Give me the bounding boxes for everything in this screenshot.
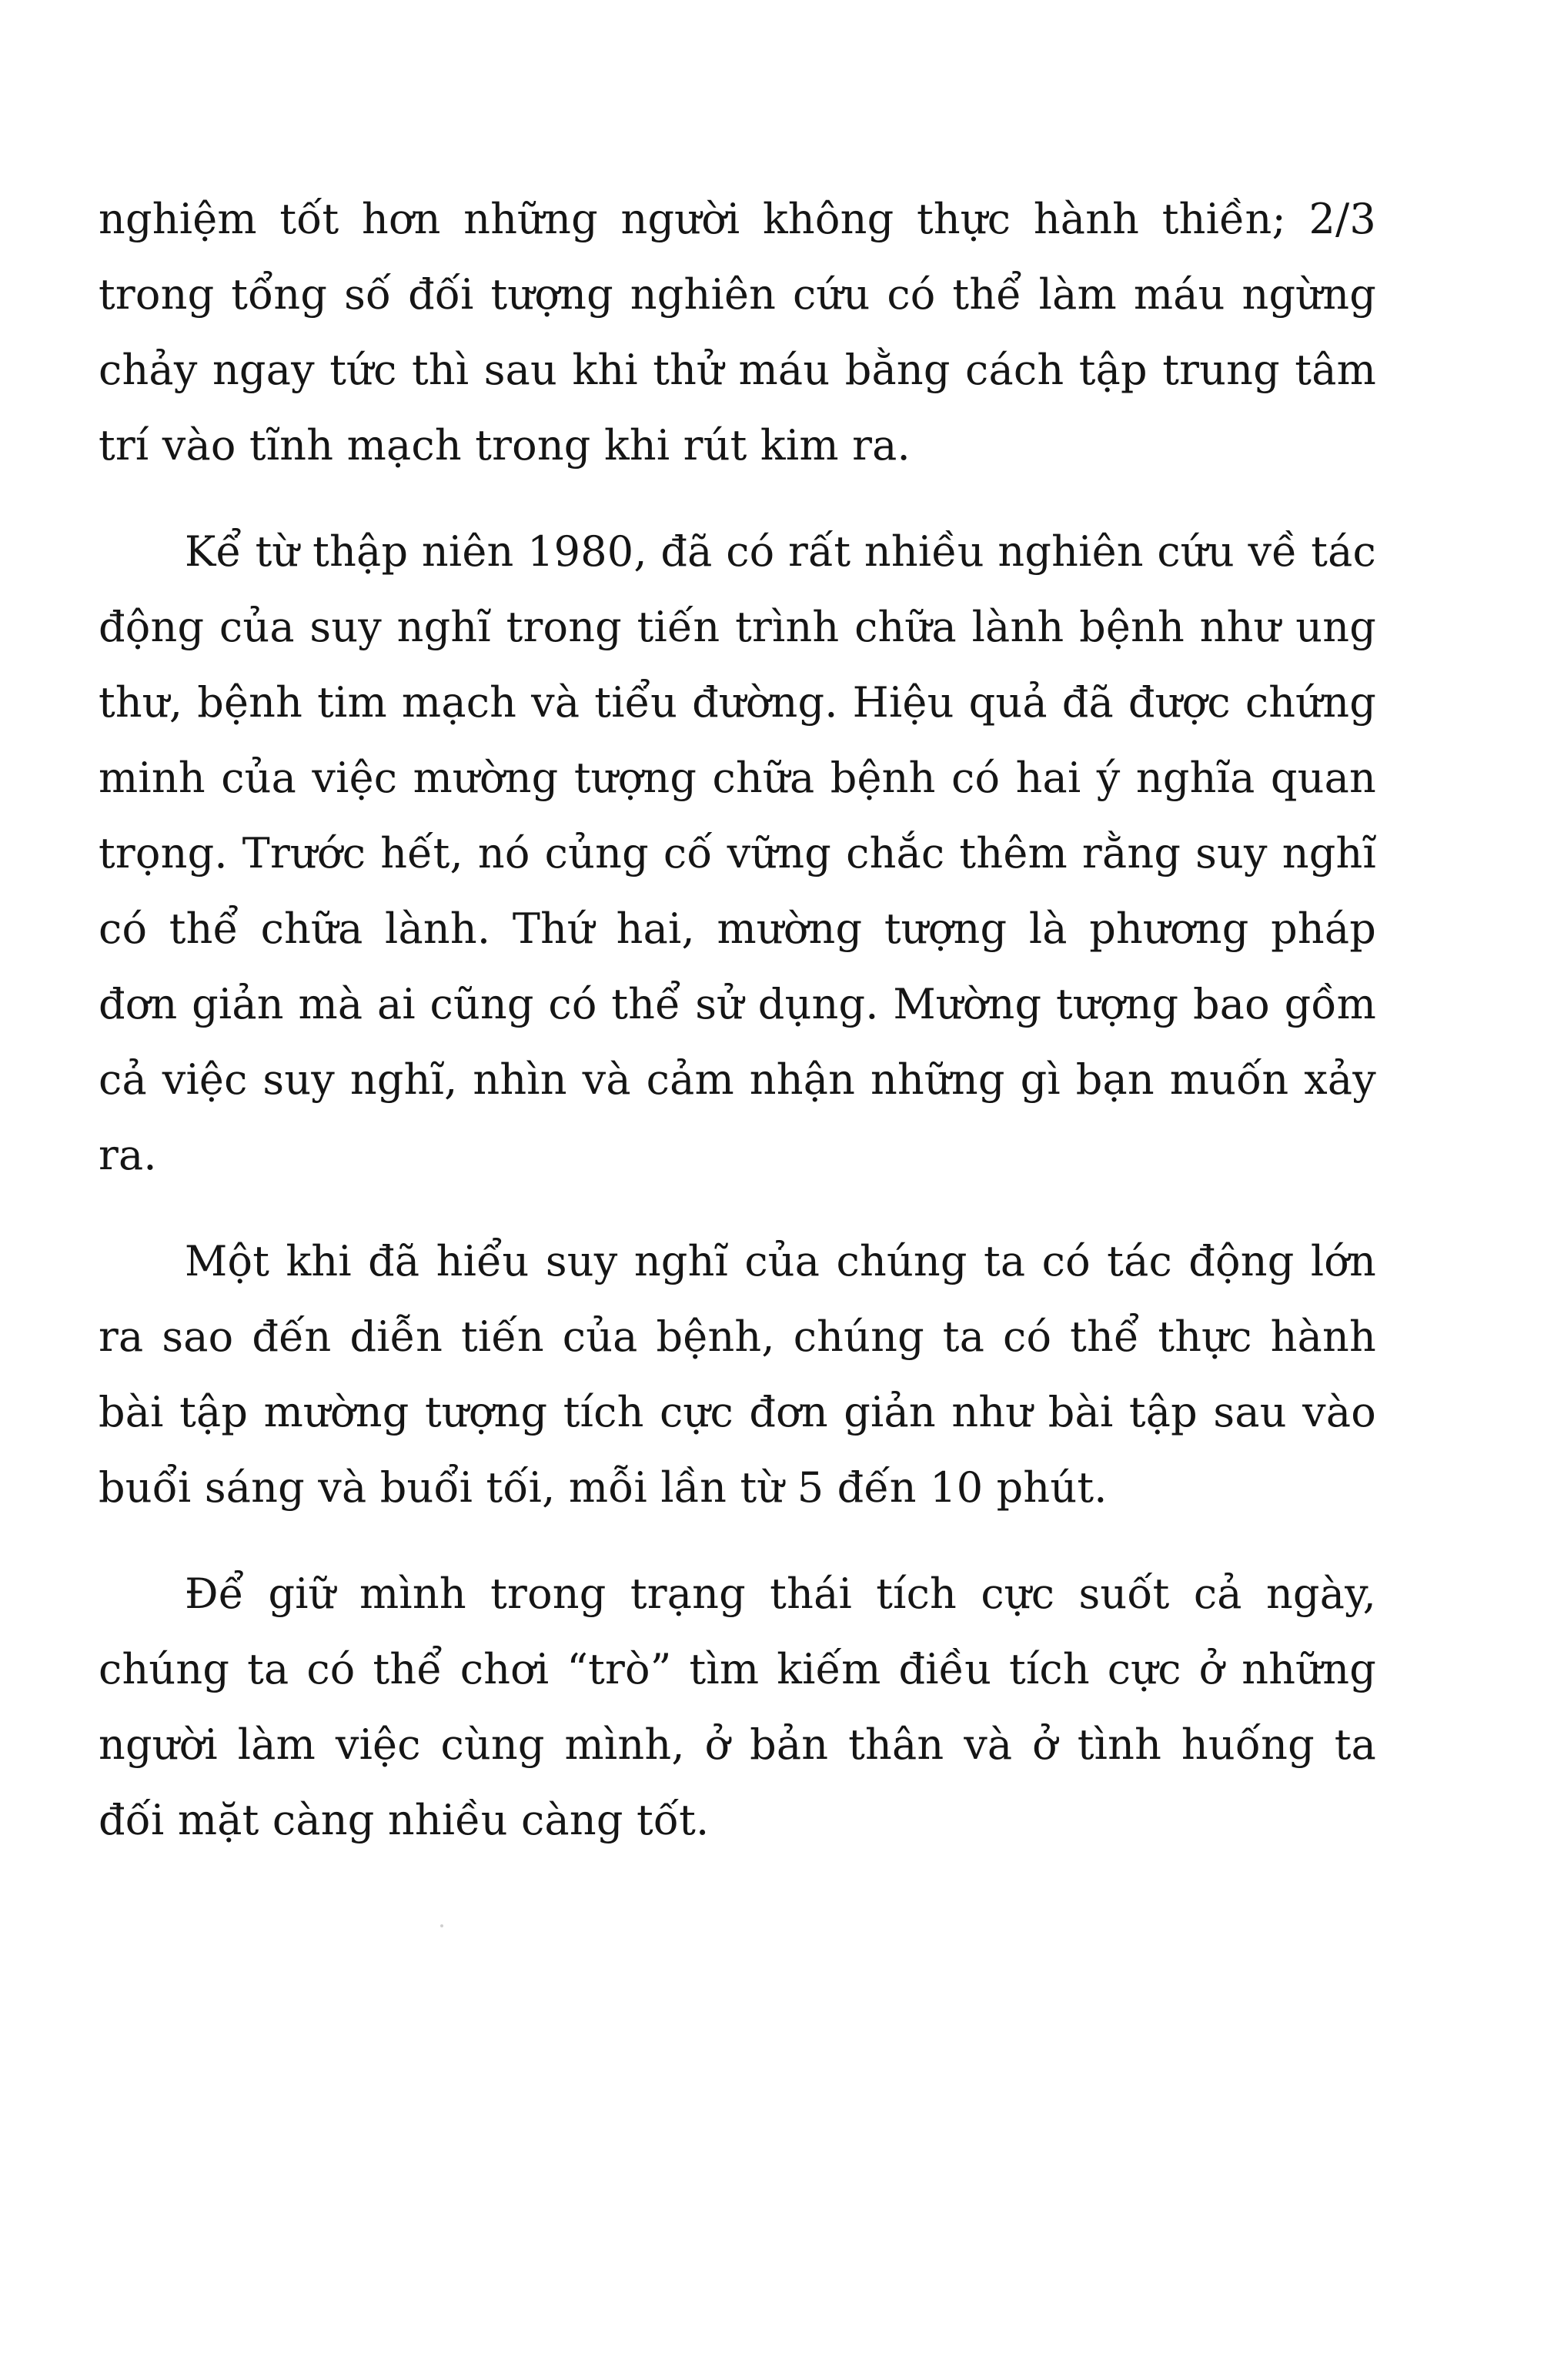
paragraph-positive: Để giữ mình trong trạng thái tích cực suốt cả ngày, chúng ta có thể chơi “trò” tìm kiếm điều tích cực ở những người làm việc cùng mình, ở bản thân và ở tình huống ta đối mặt càng nhiều càng tốt. [99,1569,1376,1844]
paper-speck [440,1924,443,1927]
paragraph-practice: Một khi đã hiểu suy nghĩ của chúng ta có tác động lớn ra sao đến diễn tiến của bệnh, chúng ta có thể thực hành bài tập mường tượng tích cực đơn giản như bài tập sau vào buổi sáng và buổi tối, mỗi lần từ 5 đến 10 phút. [99,1237,1376,1512]
paragraph-continued: nghiệm tốt hơn những người không thực hành thiền; 2/3 trong tổng số đối tượng nghiên cứu có thể làm máu ngừng chảy ngay tức thì sau khi thử máu bằng cách tập trung tâm trí vào tĩnh mạch trong khi rút kim ra. [99,195,1376,470]
body-text [99,182,1376,1889]
paragraph-research: Kể từ thập niên 1980, đã có rất nhiều nghiên cứu về tác động của suy nghĩ trong tiến trình chữa lành bệnh như ung thư, bệnh tim mạch và tiểu đường. Hiệu quả đã được chứng minh của việc mường tượng chữa bệnh có hai ý nghĩa quan trọng. Trước hết, nó củng cố vững chắc thêm rằng suy nghĩ có thể chữa lành. Thứ hai, mường tượng là phương pháp đơn giản mà ai cũng có thể sử dụng. Mường tượng bao gồm cả việc suy nghĩ, nhìn và cảm nhận những gì bạn muốn xảy ra. [99,527,1376,1179]
